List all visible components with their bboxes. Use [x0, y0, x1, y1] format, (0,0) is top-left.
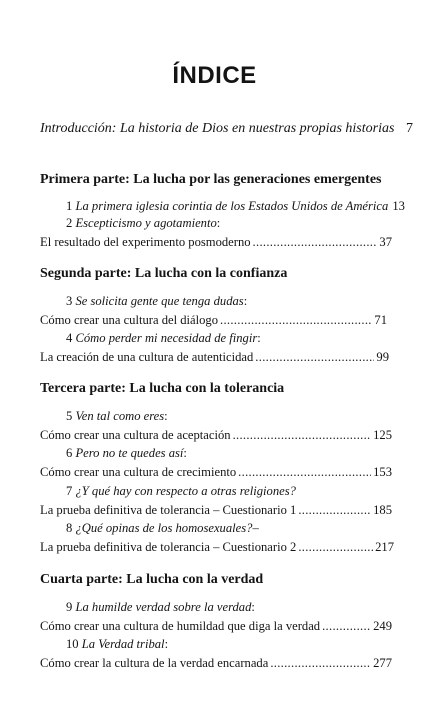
entry-subtitle: La creación de una cultura de autenticidad: [40, 350, 254, 364]
entry-number: 7: [66, 484, 73, 498]
part-heading-1: Primera parte: La lucha por las generaciones emergentes: [40, 172, 382, 187]
entry-subtitle: Cómo crear una cultura de aceptación: [40, 428, 231, 442]
entry-page: 125: [373, 428, 392, 442]
entry-separator: :: [164, 637, 169, 651]
toc-entry-5-subtitle[interactable]: [40, 428, 392, 443]
dot-leader: [298, 540, 373, 555]
entry-page: 99: [376, 350, 389, 364]
entry-separator: :: [257, 331, 261, 345]
entry-number: 6: [66, 446, 73, 460]
toc-entry-2-title[interactable]: [66, 216, 392, 231]
toc-entry-2-subtitle[interactable]: [40, 235, 392, 250]
entry-title: La primera iglesia corintia de los Estados Unidos de América: [75, 199, 389, 213]
entry-number: 8: [66, 521, 73, 535]
dot-leader: [270, 656, 371, 671]
entry-page: 37: [379, 235, 392, 249]
entry-separator: :: [216, 216, 221, 230]
entry-separator: :: [183, 446, 187, 460]
entry-title: Pero no te quedes así: [75, 446, 184, 460]
entry-page: 13: [392, 199, 405, 213]
entry-separator: :: [251, 600, 255, 614]
toc-entry-10-title[interactable]: [66, 637, 392, 652]
entry-subtitle: Cómo crear una cultura del diálogo: [40, 313, 218, 327]
entry-number: 10: [66, 637, 79, 651]
dot-leader: [253, 235, 378, 250]
entry-title: Ven tal como eres: [75, 409, 165, 423]
part-heading-3: Tercera parte: La lucha con la tolerancia: [40, 381, 285, 396]
dot-leader: [220, 313, 372, 328]
toc-intro[interactable]: [40, 121, 413, 137]
toc-entry-4-title[interactable]: [66, 331, 392, 346]
entry-title: La Verdad tribal: [81, 637, 165, 651]
entry-separator: :: [243, 294, 248, 308]
entry-title: La humilde verdad sobre la verdad: [75, 600, 252, 614]
toc-entry-5-title[interactable]: [66, 409, 392, 424]
intro-title: Introducción: La historia de Dios en nuestras propias historias: [40, 121, 395, 136]
entry-title: Escepticismo y agotamiento: [75, 216, 217, 230]
entry-page: 249: [373, 619, 392, 633]
part-heading-4: Cuarta parte: La lucha con la verdad: [40, 572, 264, 587]
entry-page: 71: [374, 313, 387, 327]
toc-entry-6-title[interactable]: [66, 446, 392, 461]
entry-number: 2: [66, 216, 73, 230]
toc-entry-8-subtitle[interactable]: [40, 540, 394, 555]
entry-title: Cómo perder mi necesidad de fingir: [75, 331, 258, 345]
dot-leader: [238, 465, 371, 480]
entry-subtitle: La prueba definitiva de tolerancia – Cuestionario 1: [40, 503, 297, 517]
entry-title: ¿Qué opinas de los homosexuales?: [75, 521, 253, 535]
entry-title: ¿Y qué hay con respecto a otras religiones?: [75, 484, 296, 498]
toc-entry-3-title[interactable]: [66, 294, 392, 309]
page-title: ÍNDICE: [172, 62, 257, 89]
entry-number: 4: [66, 331, 73, 345]
entry-separator: –: [252, 521, 259, 535]
dot-leader: [298, 503, 371, 518]
entry-number: 3: [66, 294, 73, 308]
intro-page: 7: [406, 121, 413, 136]
toc-entry-8-title[interactable]: [66, 521, 392, 536]
entry-number: 9: [66, 600, 73, 614]
entry-number: 5: [66, 409, 73, 423]
dot-leader: [322, 619, 371, 634]
entry-separator: :: [164, 409, 168, 423]
toc-entry-7-subtitle[interactable]: [40, 503, 392, 518]
entry-page: 153: [373, 465, 392, 479]
toc-entry-4-subtitle[interactable]: [40, 350, 389, 365]
toc-entry-9-title[interactable]: [66, 600, 392, 615]
entry-subtitle: Cómo crear la cultura de la verdad encarnada: [40, 656, 269, 670]
entry-title: Se solicita gente que tenga dudas: [75, 294, 244, 308]
entry-page: 217: [375, 540, 394, 554]
toc-entry-10-subtitle[interactable]: [40, 656, 392, 671]
entry-number: 1: [66, 199, 73, 213]
entry-subtitle: La prueba definitiva de tolerancia – Cuestionario 2: [40, 540, 297, 554]
toc-entry-3-subtitle[interactable]: [40, 313, 387, 328]
toc-entry-6-subtitle[interactable]: [40, 465, 392, 480]
entry-subtitle: Cómo crear una cultura de crecimiento: [40, 465, 237, 479]
part-heading-2: Segunda parte: La lucha con la confianza: [40, 266, 288, 281]
entry-page: 185: [373, 503, 392, 517]
toc-entry-1[interactable]: [66, 199, 405, 214]
dot-leader: [233, 428, 372, 443]
dot-leader: [255, 350, 374, 365]
entry-subtitle: El resultado del experimento posmoderno: [40, 235, 251, 249]
entry-subtitle: Cómo crear una cultura de humildad que diga la verdad: [40, 619, 321, 633]
entry-page: 277: [373, 656, 392, 670]
toc-entry-7-title[interactable]: [66, 484, 392, 499]
toc-entry-9-subtitle[interactable]: [40, 619, 392, 634]
